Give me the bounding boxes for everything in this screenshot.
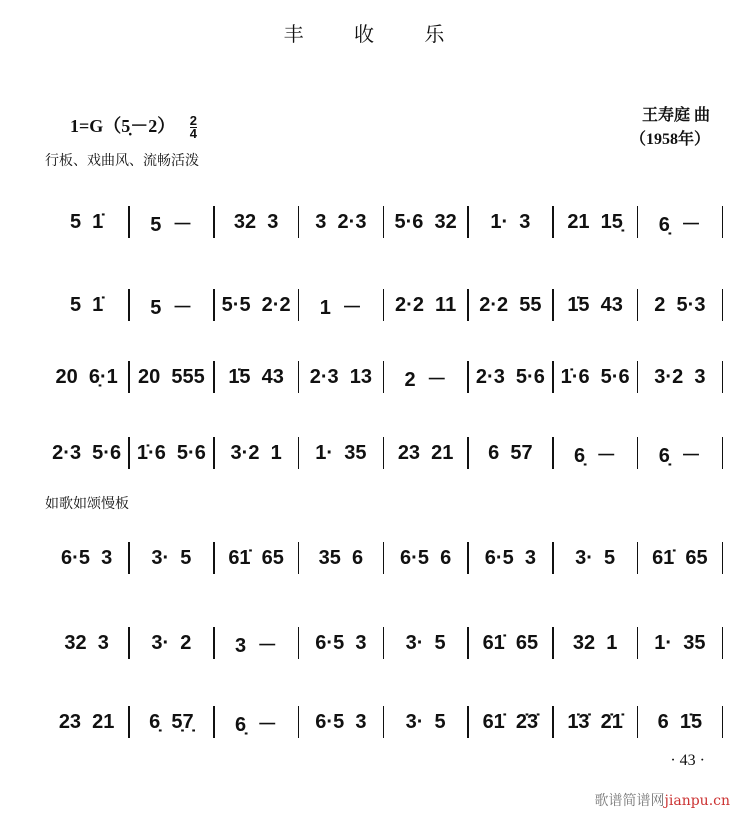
measure: 5 － bbox=[150, 213, 193, 236]
measure: 61̇ 65 bbox=[482, 631, 539, 654]
watermark bbox=[595, 790, 730, 810]
measure: 5 － bbox=[150, 296, 193, 319]
measure: 2 － bbox=[404, 368, 447, 391]
measure: 32 3 bbox=[64, 631, 109, 654]
measure: 6̣ － bbox=[658, 213, 701, 236]
staff-line bbox=[45, 541, 723, 575]
measure: 6 1̇5 bbox=[657, 710, 703, 733]
measure: 23 21 bbox=[397, 441, 454, 464]
song-title: 丰 收 乐 bbox=[283, 22, 467, 46]
measure: 23 21 bbox=[58, 710, 115, 733]
measure: 6̣ 5̣7̣ bbox=[149, 710, 194, 733]
measure: 3· 2 bbox=[151, 631, 192, 654]
measure: 3· 5 bbox=[405, 631, 446, 654]
measure: 61̇ 2̇3̇ bbox=[482, 710, 539, 733]
watermark-text: 歌谱简谱网 bbox=[594, 793, 665, 809]
measure: 35 6 bbox=[318, 546, 364, 569]
measure: 1̇·6 5·6 bbox=[560, 365, 630, 388]
measure: 1· 3 bbox=[490, 210, 531, 233]
staff-line bbox=[45, 436, 723, 470]
measure: 1· 35 bbox=[315, 441, 367, 464]
staff-line bbox=[45, 205, 723, 239]
measure: 5 1̇ bbox=[69, 293, 104, 316]
barline bbox=[722, 206, 724, 238]
measure: 3·2 1 bbox=[230, 441, 282, 464]
measure: 1̇3̇ 2̇1̇ bbox=[567, 710, 623, 733]
measure: 3·2 3 bbox=[654, 365, 706, 388]
staff-line bbox=[45, 705, 723, 739]
barline bbox=[722, 542, 724, 574]
staff-line bbox=[45, 360, 723, 394]
page-number: · 43 · bbox=[670, 752, 705, 769]
measure: 6̣ － bbox=[235, 713, 278, 736]
measure: 6̣ － bbox=[658, 444, 701, 467]
measure: 5·6 32 bbox=[394, 210, 457, 233]
key-text: 1=G（5̣－2） bbox=[70, 116, 176, 136]
measure: 1̇·6 5·6 bbox=[136, 441, 206, 464]
measure: 61̇ 65 bbox=[228, 546, 284, 569]
measure: 5 1̇ bbox=[69, 210, 104, 233]
measure: 32 1 bbox=[572, 631, 618, 654]
measure: 3 － bbox=[235, 634, 278, 657]
measure: 6̣ － bbox=[574, 444, 617, 467]
measure: 6·5 3 bbox=[484, 546, 536, 569]
measure: 2·3 5·6 bbox=[52, 441, 122, 464]
measure: 1̇5 43 bbox=[567, 293, 623, 316]
measure: 3· 5 bbox=[405, 710, 446, 733]
measure: 6 57 bbox=[488, 441, 533, 464]
barline bbox=[722, 289, 724, 321]
measure: 6·5 6 bbox=[400, 546, 452, 569]
barline bbox=[722, 361, 724, 393]
measure: 20 6̣·1 bbox=[55, 365, 118, 388]
year: （1958年） bbox=[629, 131, 710, 148]
measure: 32 3 bbox=[233, 210, 279, 233]
measure: 2·2 55 bbox=[479, 293, 542, 316]
tempo-marking-1: 行板、戏曲风、流畅活泼 bbox=[45, 153, 199, 169]
composer: 王寿庭 曲 bbox=[641, 107, 710, 124]
watermark-site: jianpu.cn bbox=[664, 793, 730, 809]
key-signature bbox=[70, 112, 197, 140]
measure: 1̇5 43 bbox=[228, 365, 284, 388]
time-bottom: 4 bbox=[189, 126, 197, 142]
barline bbox=[722, 706, 724, 738]
measure: 1 － bbox=[319, 296, 362, 319]
measure: 6·5 3 bbox=[61, 546, 113, 569]
time-top: 2 bbox=[189, 113, 197, 129]
barline bbox=[722, 437, 724, 469]
composer-info bbox=[630, 104, 710, 152]
measure: 6·5 3 bbox=[315, 631, 367, 654]
measure: 61̇ 65 bbox=[652, 546, 708, 569]
measure: 20 555 bbox=[138, 365, 205, 388]
measure: 3· 5 bbox=[575, 546, 616, 569]
measure: 2·2 11 bbox=[395, 293, 457, 316]
measure: 21 15̣ bbox=[567, 210, 623, 233]
measure: 2·3 5·6 bbox=[475, 365, 545, 388]
staff-line bbox=[45, 288, 723, 322]
measure: 3 2·3 bbox=[315, 210, 367, 233]
measure: 2 5·3 bbox=[654, 293, 706, 316]
barline bbox=[722, 627, 724, 659]
time-signature bbox=[190, 115, 197, 140]
measure: 3· 5 bbox=[151, 546, 192, 569]
measure: 5·5 2·2 bbox=[221, 293, 291, 316]
measure: 2·3 13 bbox=[309, 365, 372, 388]
tempo-marking-2: 如歌如颂慢板 bbox=[45, 496, 129, 512]
measure: 6·5 3 bbox=[315, 710, 367, 733]
measure: 1· 35 bbox=[654, 631, 706, 654]
staff-line bbox=[45, 626, 723, 660]
